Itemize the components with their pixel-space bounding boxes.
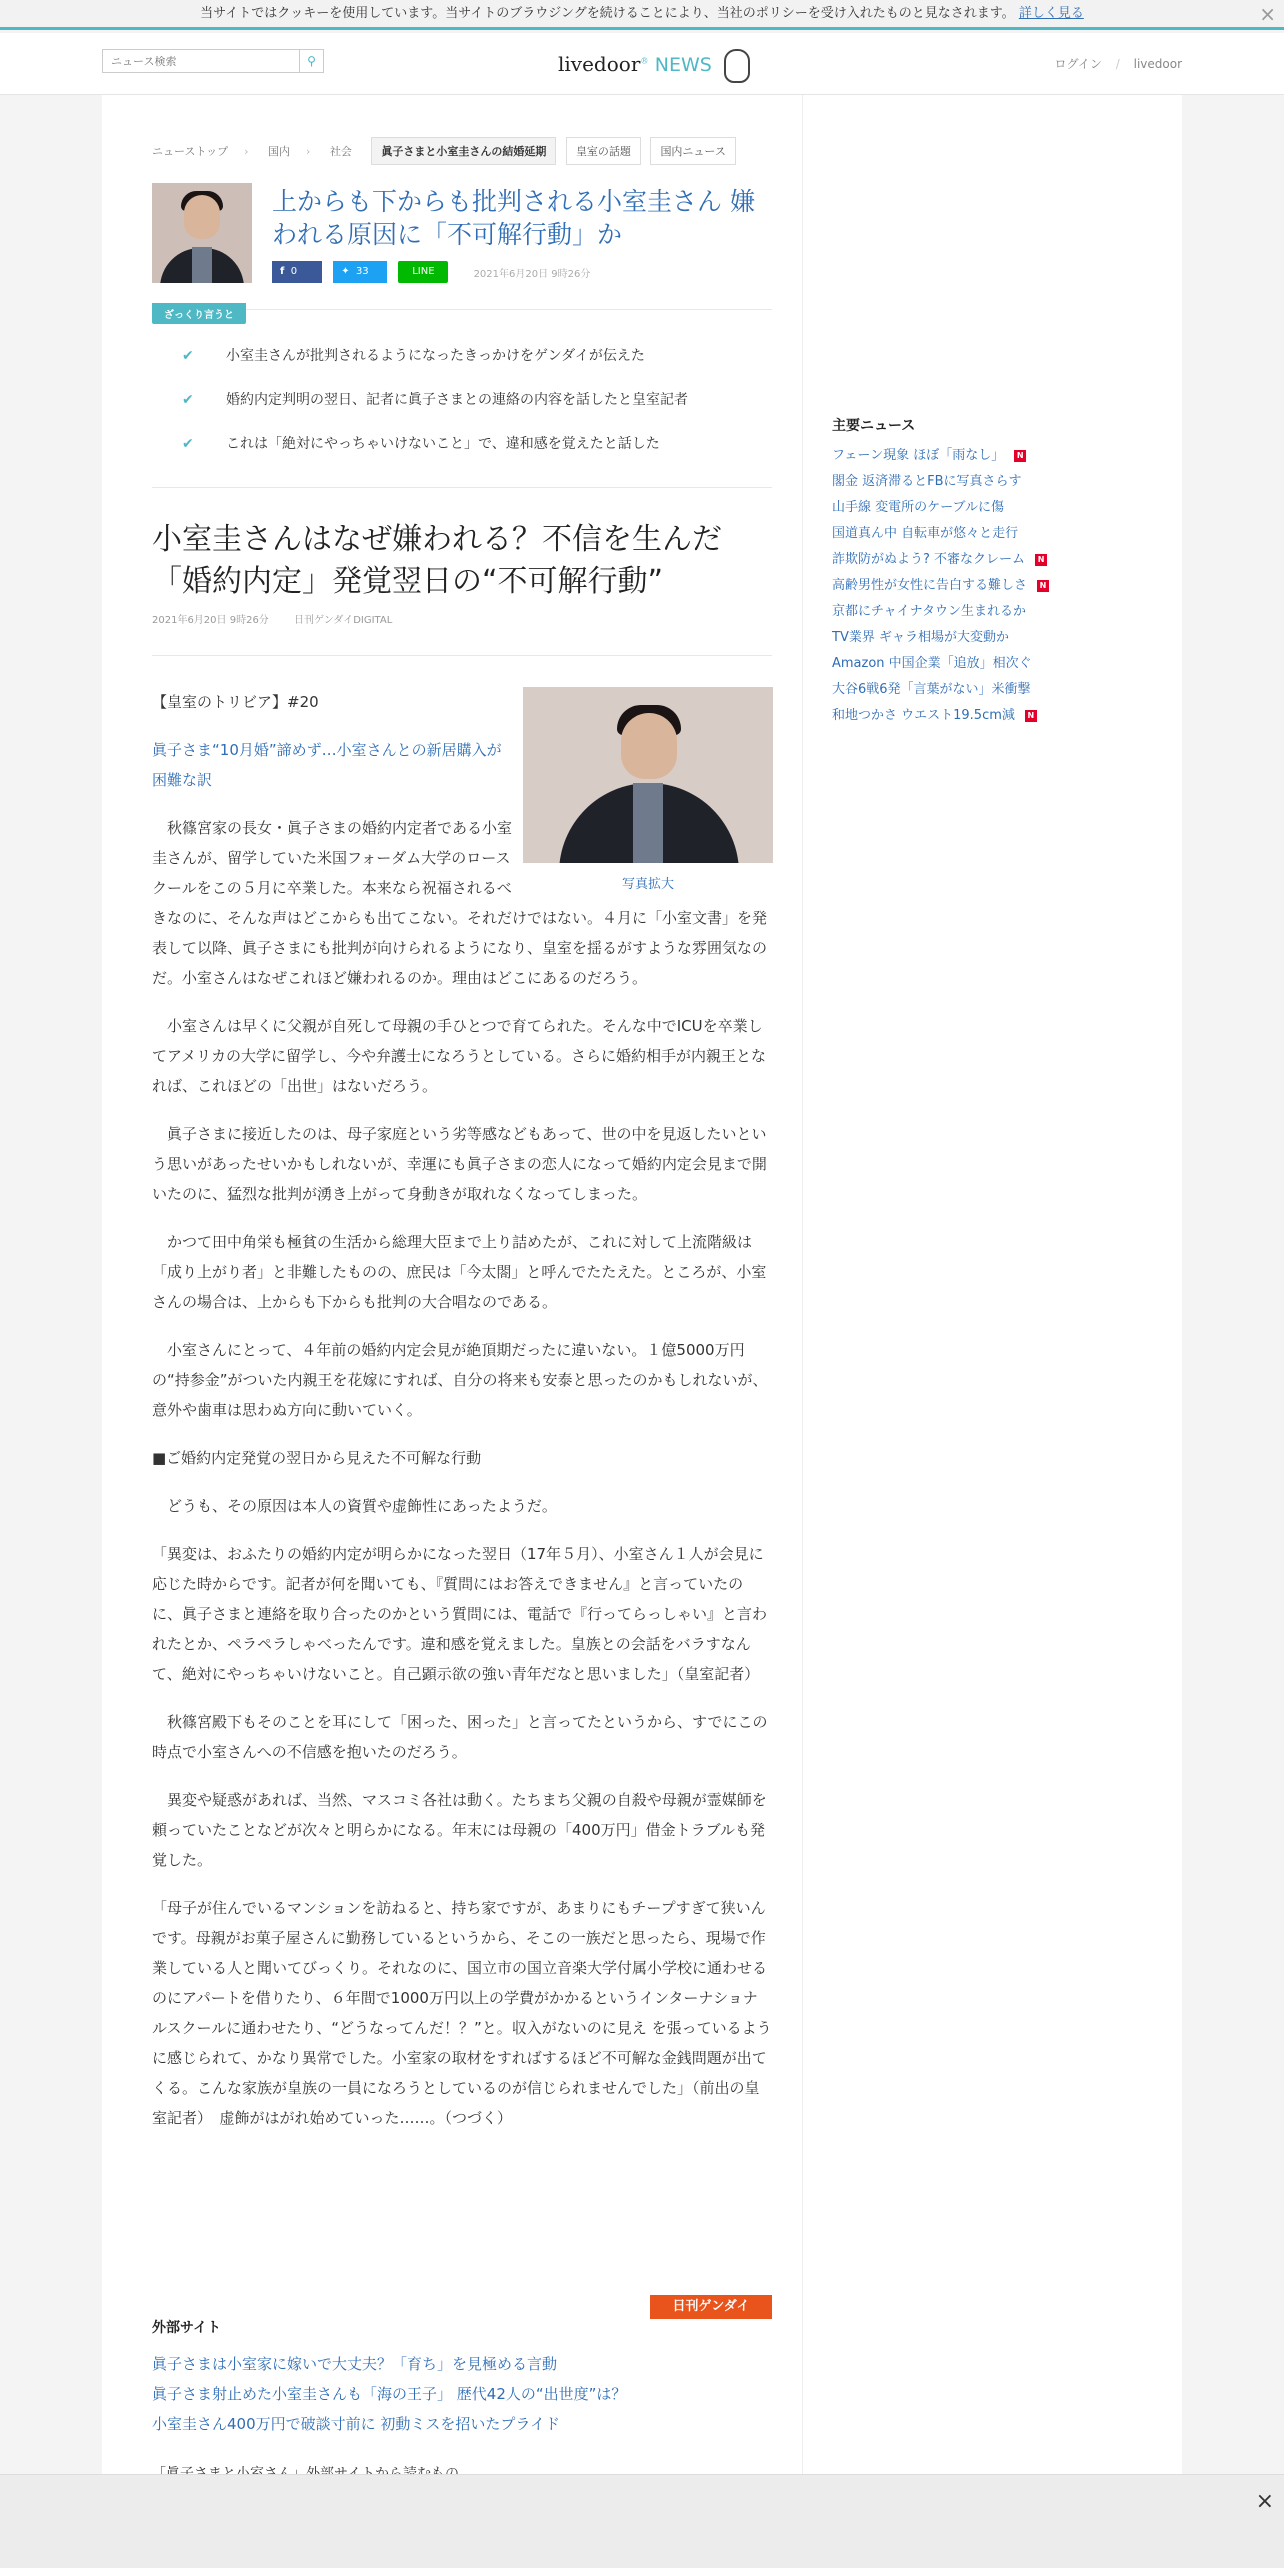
- share-bar: [272, 261, 590, 283]
- search-input[interactable]: [103, 51, 299, 73]
- news-item: [832, 651, 1049, 677]
- summary-item: ✔ 小室圭さんが批判されるようになったきっかけをゲンダイが伝えた: [182, 348, 645, 364]
- new-badge: N: [1037, 580, 1049, 592]
- check-icon: ✔: [182, 436, 194, 452]
- divider: [152, 655, 772, 656]
- breadcrumb-item[interactable]: ニューストップ: [152, 145, 229, 158]
- new-badge: N: [1014, 450, 1026, 462]
- summary-list: [182, 345, 762, 477]
- news-link[interactable]: 山手線 変電所のケーブルに傷: [832, 500, 1004, 515]
- news-link[interactable]: 閣金 返済滞るとFBに写真さらす: [832, 474, 1022, 489]
- external-sites-title: 外部サイト: [152, 2320, 222, 2336]
- subheading: ■ご婚約内定発覚の翌日から見えた不可解な行動: [152, 1449, 482, 1467]
- breadcrumb-item[interactable]: 国内: [268, 145, 291, 158]
- news-item: [832, 547, 1049, 573]
- site-logo[interactable]: livedoor® NEWS: [558, 49, 750, 83]
- breadcrumb-item[interactable]: 社会: [329, 145, 352, 158]
- summary-item: ✔ これは「絶対にやっちゃいけないこと」で、違和感を覚えたと話した: [182, 436, 660, 452]
- news-item: [832, 677, 1049, 703]
- article-body: [152, 687, 772, 2151]
- topic-tag[interactable]: 皇室の話題: [566, 137, 641, 165]
- header-links: ログイン / livedoor: [1054, 57, 1182, 71]
- article-source: 日刊ゲンダイDIGITAL: [294, 615, 393, 626]
- news-item: [832, 573, 1049, 599]
- news-link[interactable]: フェーン現象 ほぼ「雨なし」: [832, 448, 1005, 463]
- paragraph: 秋篠宮殿下もそのことを耳にして「困った、困った」と言ってたというから、すでにこの時点で小室さんへの不信感を抱いたのだろう。: [152, 1713, 768, 1761]
- divider: [152, 487, 772, 488]
- new-badge: N: [1035, 554, 1047, 566]
- facebook-share-button[interactable]: f 0: [272, 261, 322, 283]
- paragraph: 秋篠宮家の長女・眞子さまの婚約内定者である小室圭さんが、留学していた米国フォーダム大学のロースクールをこの５月に卒業した。本来なら祝福されるべきなのに、そんな声はどこからも出てこない。それだけではない。４月に「小室文書」を発表して以降、眞子さまにも批判が向けられるようになり、皇室を揺るがすような雰囲気なのだ。小室さんはなぜこれほど嫌われるのか。理由はどこにあるのだろう。: [152, 819, 768, 987]
- paragraph: 「異変は、おふたりの婚約内定が明らかになった翌日（17年５月）、小室さん１人が会見に応じた時からです。記者が何を聞いても、『質問にはお答えできません』と言っていたのに、眞子さまと連絡を取り合ったのかという質問には、電話で『行ってらっしゃい』と言われたとか、ペラペラしゃべったんです。違和感を覚えました。皇族との会話をバラすなんて、絶対にやっちゃいけないこと。自己顕示欲の強い青年だなと思いました」（皇室記者）: [152, 1545, 768, 1683]
- close-icon[interactable]: ×: [1259, 2, 1276, 26]
- news-item: [832, 599, 1049, 625]
- cookie-more-link[interactable]: 詳しく見る: [1018, 6, 1084, 21]
- close-icon[interactable]: ×: [1255, 2489, 1274, 2514]
- news-item: [832, 469, 1049, 495]
- line-share-button[interactable]: LINE: [398, 261, 448, 283]
- bottom-ad-bar: [0, 2474, 1284, 2568]
- cookie-text: 当サイトではクッキーを使用しています。当サイトのブラウジングを続けることにより、当社のポリシーを受け入れたものと見なされます。: [200, 6, 1015, 21]
- summary-tag: ざっくり言うと: [152, 303, 246, 324]
- cookie-banner: [0, 0, 1284, 30]
- paragraph: 小室さんは早くに父親が自死して母親の手ひとつで育てられた。そんな中でICUを卒業してアメリカの大学に留学し、今や弁護士になろうとしている。さらに婚約相手が内親王となれば、これほどの「出世」はないだろう。: [152, 1017, 766, 1095]
- search-icon[interactable]: ⚲: [299, 50, 323, 72]
- check-icon: ✔: [182, 348, 194, 364]
- article-lead: 【皇室のトリビア】#20: [152, 693, 319, 711]
- paragraph: どうも、その原因は本人の資質や虚飾性にあったようだ。: [167, 1497, 557, 1515]
- site-header: [0, 33, 1284, 95]
- livedoor-link[interactable]: livedoor: [1133, 57, 1182, 71]
- mascot-icon: [724, 49, 750, 83]
- login-link[interactable]: ログイン: [1054, 57, 1102, 71]
- article-meta: [152, 611, 414, 626]
- news-item: [832, 703, 1049, 729]
- topic-tag[interactable]: 眞子さまと小室圭さんの結婚延期: [371, 137, 556, 165]
- news-item: [832, 495, 1049, 521]
- gendai-logo[interactable]: 日刊ゲンダイDIGITAL: [650, 2295, 772, 2319]
- main-content: [102, 95, 1182, 2475]
- topic-tag[interactable]: 国内ニュース: [650, 137, 735, 165]
- photo-enlarge-link[interactable]: 写真拡大: [621, 877, 674, 892]
- new-badge: N: [1025, 710, 1037, 722]
- external-link[interactable]: 眞子さま射止めた小室圭さんも「海の王子」 歴代42人の“出世度”は？: [152, 2385, 627, 2403]
- digest-date: 2021年6月20日 9時26分: [473, 268, 591, 280]
- news-link[interactable]: 国道真ん中 自転車が悠々と走行: [832, 526, 1019, 541]
- news-link[interactable]: 和地つかさ ウエスト19.5cm減: [832, 708, 1015, 723]
- paragraph: かつて田中角栄も極貧の生活から総理大臣まで上り詰めたが、これに対して上流階級は「成り上がり者」と非難したものの、庶民は「今太閤」と呼んでたたえた。ところが、小室さんの場合は、上からも下からも批判の大合唱なのである。: [152, 1233, 767, 1311]
- external-links: [152, 2349, 626, 2439]
- column-divider: [802, 95, 803, 2475]
- paragraph: 異変や疑惑があれば、当然、マスコミ各社は動く。たちまち父親の自殺や母親が霊媒師を頼っていたことなどが次々と明らかになる。年末には母親の「400万円」借金トラブルも発覚した。: [152, 1791, 767, 1869]
- search-box: [102, 49, 324, 73]
- external-link[interactable]: 小室圭さん400万円で破談寸前に 初動ミスを招いたプライド: [152, 2415, 560, 2433]
- news-link[interactable]: TV業界 ギャラ相場が大変動か: [832, 630, 1009, 645]
- external-link[interactable]: 眞子さまは小室家に嫁いで大丈夫？「育ち」を見極める言動: [152, 2355, 558, 2373]
- logo-livedoor: livedoor: [558, 52, 641, 76]
- sidebar-news-list: [832, 443, 1049, 729]
- twitter-share-button[interactable]: ✦ 33: [333, 261, 387, 283]
- article-date: 2021年6月20日 9時26分: [152, 615, 269, 626]
- paragraph: 眞子さまに接近したのは、母子家庭という劣等感などもあって、世の中を見返したいという思いがあったせいかもしれないが、幸運にも眞子さまの恋人になって婚約内定会見まで開いたのに、猛烈な批判が湧き上がって身動きが取れなくなってしまった。: [152, 1125, 767, 1203]
- news-link[interactable]: 京都にチャイナタウン生まれるか: [832, 604, 1026, 619]
- news-item: [832, 443, 1049, 469]
- sidebar-title: 主要ニュース: [832, 418, 916, 434]
- logo-news: NEWS: [654, 54, 712, 76]
- digest-headline: 上からも下からも批判される小室圭さん 嫌われる原因に「不可解行動」か: [272, 187, 755, 249]
- summary-item: ✔ 婚約内定判明の翌日、記者に眞子さまとの連絡の内容を話したと皇室記者: [182, 392, 688, 408]
- news-link[interactable]: Amazon 中国企業「追放」相次ぐ: [832, 656, 1032, 671]
- article-thumbnail[interactable]: [152, 183, 252, 283]
- paragraph: 「母子が住んでいるマンションを訪ねると、持ち家ですが、あまりにもチープすぎて狭いんです。母親がお菓子屋さんに勤務しているというから、そこの一族だと思ったら、現場で作業している人と聞いてびっくり。それなのに、国立市の国立音楽大学付属小学校に通わせるのにアパートを借りたり、６年間で1000万円以上の学費がかかるというインターナショナルスクールに通わせたり、“どうなってんだ！？”と。収入がないのに見え を張っているように感じられて、かなり異常でした。小室家の取材をすればするほど不可解な金銭問題が出てくる。こんな家族が皇族の一員になろうとしているのが信じられませんでした」（前出の皇室記者） 虚飾がはがれ始めていった……。（つづく）: [152, 1899, 772, 2127]
- related-link[interactable]: 眞子さま“10月婚”諦めず…小室さんとの新居購入が困難な訳: [152, 741, 502, 789]
- news-link[interactable]: 大谷6戦6発「言葉がない」米衝撃: [832, 682, 1031, 697]
- news-link[interactable]: 詐欺防がぬよう? 不審なクレーム: [832, 552, 1026, 567]
- paragraph: 小室さんにとって、４年前の婚約内定会見が絶頂期だったに違いない。１億5000万円の“持参金”がついた内親王を花嫁にすれば、自分の将来も安泰と思ったのかもしれないが、意外や歯車は思わぬ方向に動いていく。: [152, 1341, 768, 1419]
- check-icon: ✔: [182, 392, 194, 408]
- article-title: 小室圭さんはなぜ嫌われる？不信を生んだ「婚約内定」発覚翌日の“不可解行動”: [152, 522, 722, 599]
- news-link[interactable]: 高齢男性が女性に告白する難しさ: [832, 578, 1028, 593]
- news-item: [832, 521, 1049, 547]
- breadcrumb: ニューストップ › 国内 › 社会 眞子さまと小室圭さんの結婚延期 皇室の話題 国内ニュース: [152, 137, 742, 165]
- news-item: [832, 625, 1049, 651]
